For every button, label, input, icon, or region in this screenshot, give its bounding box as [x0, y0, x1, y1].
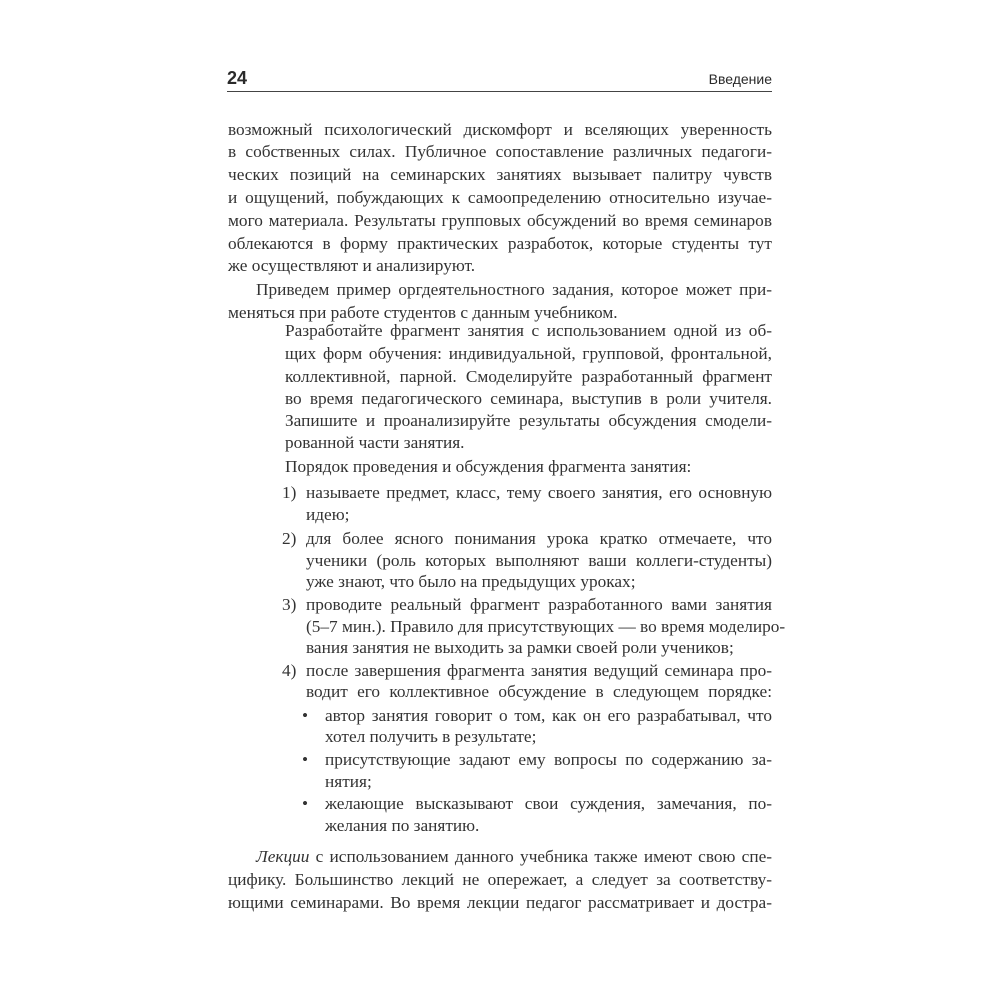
task-line: Разработайте фрагмент занятия с использованием одной из об-: [285, 321, 772, 340]
bullet-icon: •: [302, 750, 309, 769]
task-line: щих форм обучения: индивидуальной, групповой, фронтальной,: [285, 344, 772, 363]
step-line: ученики (роль которых выполняют ваши коллеги-студенты): [306, 551, 772, 570]
task-line: рованной части занятия.: [285, 433, 465, 452]
bullet-line: нятия;: [325, 772, 372, 791]
text-line: Приведем пример оргдеятельностного задания, которое может при-: [256, 280, 772, 299]
text-line: [256, 846, 772, 868]
step-line: вания занятия не выходить за рамки своей роли учеников;: [306, 638, 734, 657]
text-span: с использованием данного учебника также имеют свою спе-: [309, 847, 772, 866]
step-line: называете предмет, класс, тему своего занятия, его основную: [306, 483, 772, 502]
page-number: 24: [227, 68, 248, 88]
step-number: 4): [282, 661, 297, 680]
task-line: Запишите и проанализируйте результаты обсуждения смодели-: [285, 411, 772, 430]
step-line: после завершения фрагмента занятия ведущий семинара про-: [306, 661, 772, 680]
text-line: возможный психологический дискомфорт и вселяющих уверенность: [228, 120, 772, 139]
step-number: 2): [282, 529, 297, 548]
step-number: 1): [282, 483, 297, 502]
header-rule: [227, 91, 772, 92]
bullet-line: присутствующие задают ему вопросы по содержанию за-: [325, 750, 772, 769]
text-line: же осуществляют и анализируют.: [228, 256, 476, 275]
text-line: ческих позиций на семинарских занятиях вызывает палитру чувств: [228, 165, 772, 184]
step-line: проводите реальный фрагмент разработанного вами занятия: [306, 595, 772, 614]
task-line: во время педагогического семинара, выступив в роли учителя.: [285, 389, 772, 408]
step-line: (5–7 мин.). Правило для присутствующих — во время моделиро-: [306, 617, 786, 636]
text-line: облекаются в форму практических разработок, которые студенты тут: [228, 234, 772, 253]
step-line: для более ясного понимания урока кратко отмечаете, что: [306, 529, 772, 548]
text-line: ющими семинарами. Во время лекции педагог рассматривает и достра-: [228, 893, 772, 912]
italic-term: Лекции: [256, 847, 310, 866]
task-line: коллективной, парной. Смоделируйте разработанный фрагмент: [285, 367, 772, 386]
step-number: 3): [282, 595, 297, 614]
step-line: уже знают, что было на предыдущих уроках;: [306, 572, 636, 591]
text-line: в собственных силах. Публичное сопоставление различных педагоги-: [228, 142, 772, 161]
bullet-line: хотел получить в результате;: [325, 727, 537, 746]
bullet-icon: •: [302, 794, 309, 813]
bullet-line: автор занятия говорит о том, как он его разрабатывал, что: [325, 706, 772, 725]
bullet-line: желания по занятию.: [325, 816, 480, 835]
text-line: цифику. Большинство лекций не опережает, а следует за соответству-: [228, 870, 772, 889]
bullet-line: желающие высказывают свои суждения, замечания, по-: [325, 794, 772, 813]
running-title: Введение: [708, 71, 772, 87]
text-line: мого материала. Результаты групповых обсуждений во время семинаров: [228, 211, 772, 230]
order-intro: Порядок проведения и обсуждения фрагмента занятия:: [285, 457, 692, 476]
text-line: меняться при работе студентов с данным учебником.: [228, 303, 618, 322]
step-line: водит его коллективное обсуждение в следующем порядке:: [306, 682, 772, 701]
step-line: идею;: [306, 505, 350, 524]
bullet-icon: •: [302, 706, 309, 725]
text-line: и ощущений, побуждающих к самоопределению относительно изучае-: [228, 188, 772, 207]
